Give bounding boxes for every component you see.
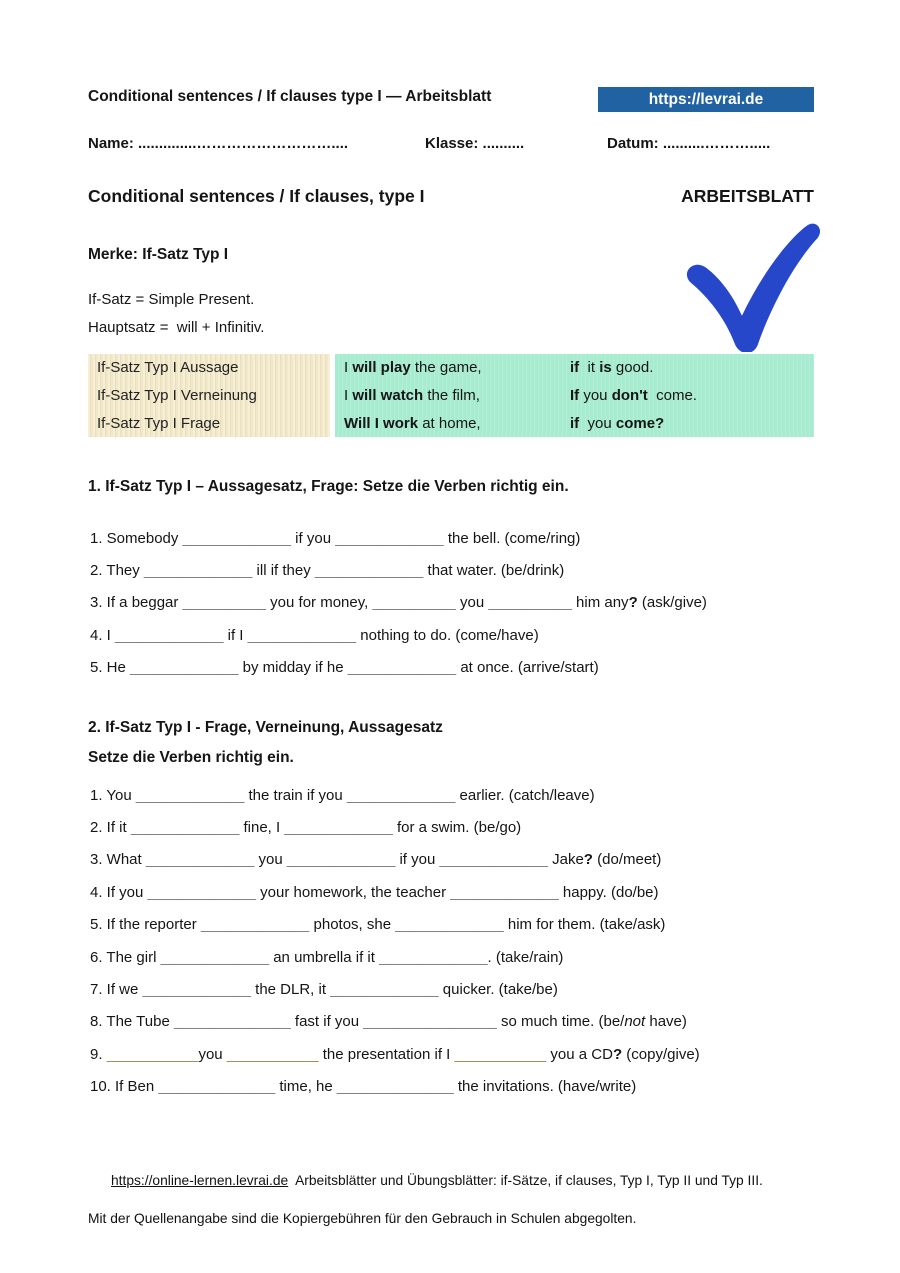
rule-if-satz: If-Satz = Simple Present. — [88, 291, 255, 308]
rule-table-row — [88, 409, 814, 437]
footer-text-1: Arbeitsblätter und Übungsblätter: if-Sätze, if clauses, Typ I, Typ II und Typ III. — [288, 1173, 763, 1188]
rule-row-label: If-Satz Typ I Frage — [88, 409, 330, 437]
exercise-item: 1. You _____________ the train if you _____________ earlier. (catch/leave) — [90, 786, 595, 804]
rule-table — [88, 354, 814, 437]
exercise-item: 1. Somebody _____________ if you _____________ the bell. (come/ring) — [90, 529, 581, 547]
worksheet-title: Conditional sentences / If clauses, type I — [88, 186, 425, 206]
exercise-item: 6. The girl _____________ an umbrella if it _____________ . (take/rain) — [90, 948, 564, 966]
footer — [88, 1152, 833, 1228]
levrai-link-badge[interactable]: https://levrai.de — [598, 87, 814, 112]
exercise-item: 2. If it _____________ fine, I _____________ for a swim. (be/go) — [90, 819, 522, 837]
footer-link[interactable]: https://online-lernen.levrai.de — [111, 1173, 289, 1188]
rule-row-label: If-Satz Typ I Verneinung — [88, 382, 330, 410]
exercise-item: 8. The Tube ______________ fast if you ________________ so much time. (be/ not have) — [90, 1013, 687, 1031]
rule-table-row — [88, 354, 814, 382]
rule-row-if-clause: if you come? — [570, 409, 814, 437]
datum-field-label: Datum: ..........………..... — [607, 135, 771, 152]
klasse-field-label: Klasse: .......... — [425, 135, 525, 152]
name-field-label: Name: ..............……………………….... — [88, 135, 349, 152]
rule-table-row — [88, 382, 814, 410]
exercise-item: 4. If you _____________ your homework, the teacher _____________ happy. (do/be) — [90, 883, 659, 901]
rule-row-label: If-Satz Typ I Aussage — [88, 354, 330, 382]
exercise-item: 3. What _____________ you _____________ if you _____________ Jake ? (do/meet) — [90, 851, 662, 869]
exercise-item: 5. If the reporter _____________ photos, she _____________ him for them. (take/ask) — [90, 916, 666, 934]
rule-row-if-clause: If you don't come. — [570, 382, 814, 410]
exercise-item: 9. ___________ you ___________ the presentation if I ___________ you a CD ? (copy/give) — [90, 1045, 700, 1063]
exercise-item: 5. He _____________ by midday if he _____________ at once. (arrive/start) — [90, 659, 599, 677]
rule-hauptsatz: Hauptsatz = will + Infinitiv. — [88, 319, 265, 336]
page-header-title: Conditional sentences / If clauses type I — Arbeitsblatt — [88, 88, 492, 105]
rule-row-main-clause: I will watch the film, — [335, 382, 570, 410]
merke-heading: Merke: If-Satz Typ I — [88, 246, 229, 263]
section1-heading: 1. If-Satz Typ I – Aussagesatz, Frage: Setze die Verben richtig ein. — [88, 478, 569, 495]
exercise-item: 2. They _____________ ill if they _____________ that water. (be/drink) — [90, 562, 565, 580]
section2-heading: 2. If-Satz Typ I - Frage, Verneinung, Aussagesatz — [88, 719, 443, 736]
exercise-item: 10. If Ben ______________ time, he ______________ the invitations. (have/write) — [90, 1078, 637, 1096]
rule-row-main-clause: I will play the game, — [335, 354, 570, 382]
arbeitsblatt-label: ARBEITSBLATT — [681, 186, 814, 206]
student-info-row — [88, 135, 818, 157]
rule-row-if-clause: if it is good. — [570, 354, 814, 382]
section2-items — [90, 779, 880, 1103]
exercise-item: 3. If a beggar __________ you for money, __________ you __________ him any ? (ask/give) — [90, 594, 707, 612]
section2-subheading: Setze die Verben richtig ein. — [88, 749, 294, 766]
rule-row-main-clause: Will I work at home, — [335, 409, 570, 437]
exercise-item: 7. If we _____________ the DLR, it _____________ quicker. (take/be) — [90, 981, 558, 999]
footer-text-2: Mit der Quellenangabe sind die Kopiergebühren für den Gebrauch in Schulen abgegolten. — [88, 1211, 637, 1226]
exercise-item: 4. I _____________ if I _____________ nothing to do. (come/have) — [90, 626, 539, 644]
section1-items — [90, 522, 880, 684]
checkmark-icon — [677, 219, 823, 352]
